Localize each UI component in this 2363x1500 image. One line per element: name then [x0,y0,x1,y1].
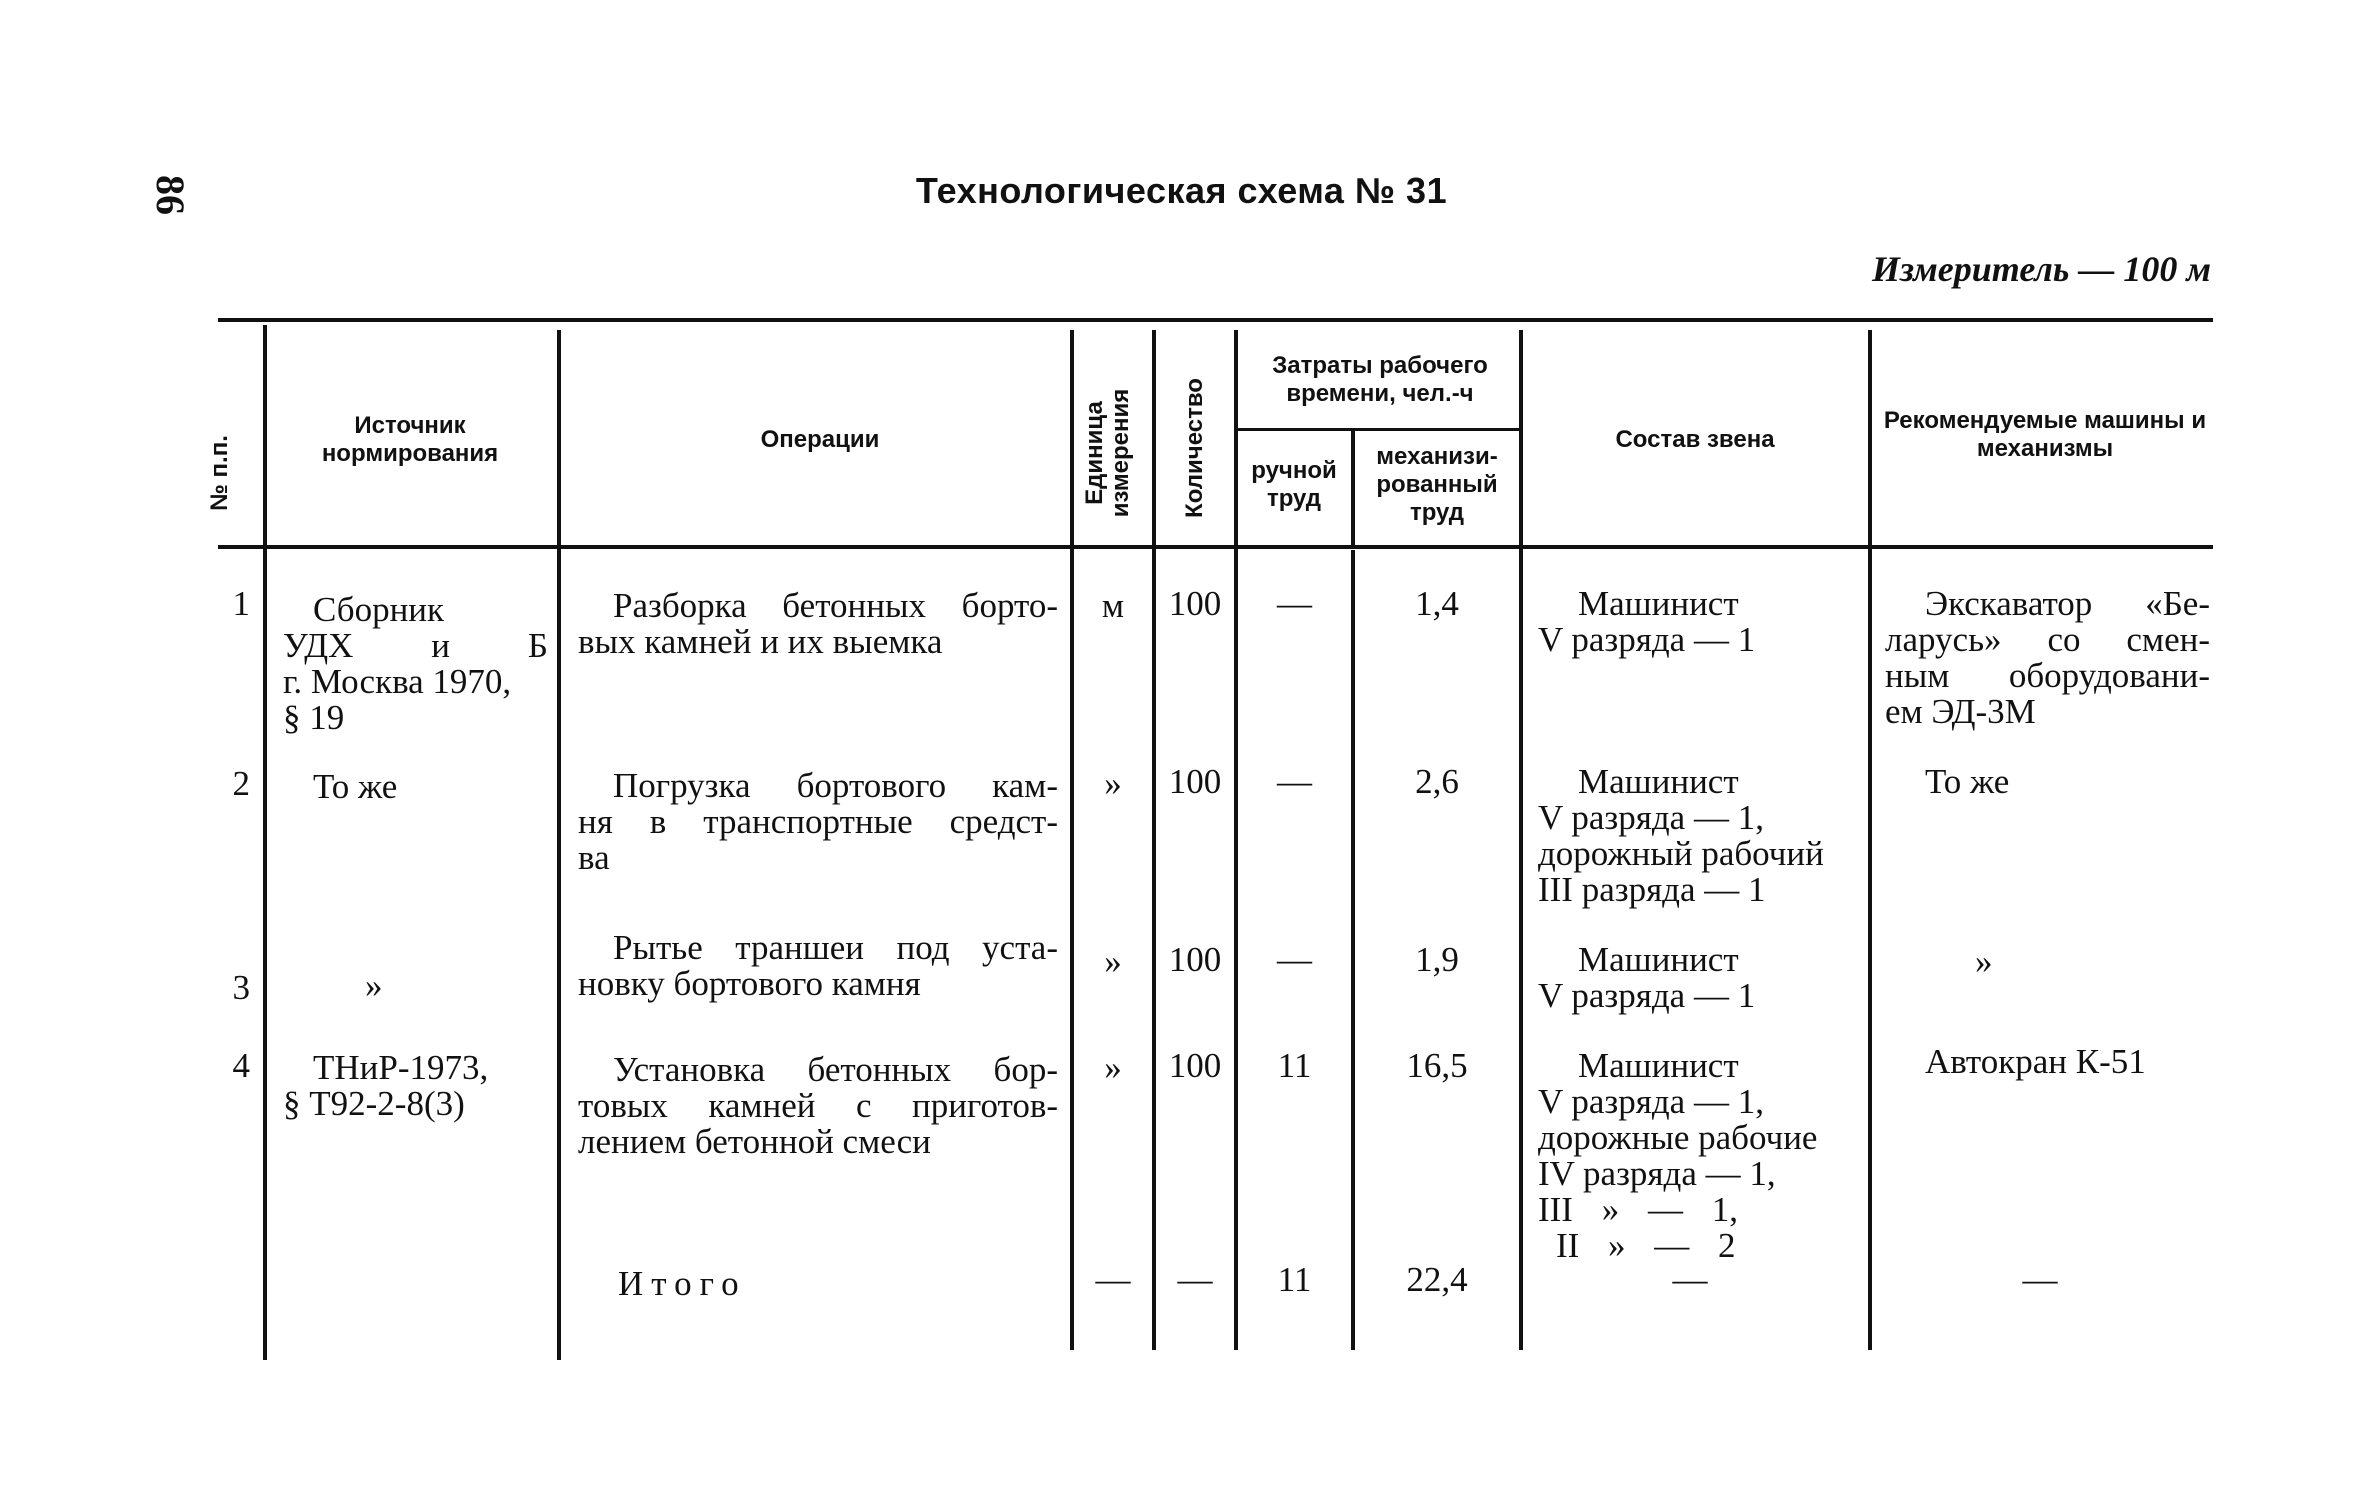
row3-unit: » [1104,942,1122,981]
row3-source-line: » [365,966,383,1005]
row2-crew [1538,764,1868,908]
row3-operation-line: новку бортового камня [578,964,921,1003]
page-number: 86 [148,175,193,215]
header-bottom-rule [218,545,2213,549]
header-operations: Операции [760,426,880,453]
row4-crew-line: дорожные рабочие [1538,1118,1818,1157]
row1-machines-line: Экскаватор «Бе- [1925,584,2210,623]
row1-source-line: § 19 [283,698,345,737]
total-mech: 22,4 [1406,1260,1468,1299]
row1-source-line: УДХ и Б [283,626,548,665]
row2-crew-line: Машинист [1578,762,1739,801]
row1-source-line: г. Москва 1970, [283,662,512,701]
header-num: № п.п. [206,435,233,511]
row2-mech: 2,6 [1415,762,1459,801]
header-time-group: Затраты рабочего времени, чел.-ч [1272,352,1488,407]
col-divider [1070,330,1074,1350]
row4-crew-line: II » — 2 [1556,1226,1736,1265]
col-divider [1868,330,1872,1350]
row1-crew-line: Машинист [1578,584,1739,623]
row3-qty: 100 [1168,940,1222,979]
row2-unit: » [1104,764,1122,803]
header-source: Источник нормирования [321,412,499,467]
row4-crew-line: IV разряда — 1, [1538,1154,1776,1193]
row3-operation [578,930,1058,1002]
row1-operation [578,588,1058,660]
row4-crew-line: V разряда — 1, [1538,1082,1764,1121]
row2-manual: — [1277,762,1312,801]
row1-operation-line: вых камней и их выемка [578,622,943,661]
total-crew: — [1672,1260,1708,1299]
row3-crew-line: V разряда — 1 [1538,976,1756,1015]
row4-operation-line: Установка бетонных бор- [613,1050,1058,1089]
row1-machines-line: ным оборудовани- [1885,656,2210,695]
row1-crew-line: V разряда — 1 [1538,620,1756,659]
row4-source-line: § Т92-2-8(3) [283,1084,465,1123]
row1-num: 1 [232,584,250,623]
row2-machines-line: То же [1925,762,2010,801]
row3-num: 3 [232,968,250,1007]
row1-machines-line: ларусь» со смен- [1885,620,2210,659]
time-subheader-rule [1237,428,1521,431]
header-unit: Единица измерения [1081,388,1134,518]
row1-source [283,592,548,736]
row3-mech: 1,9 [1415,940,1459,979]
header-mech: механизи-рованный труд [1376,443,1498,526]
row1-mech: 1,4 [1415,584,1459,623]
row2-operation-line: ня в транспортные средст- [578,802,1058,841]
row1-machines [1885,586,2210,730]
row4-qty: 100 [1168,1046,1222,1085]
row4-crew-line: III » — 1, [1538,1190,1738,1229]
row1-unit: м [1101,586,1125,625]
row4-source [283,1050,553,1122]
row4-num: 4 [232,1046,250,1085]
col-divider [1234,330,1238,1350]
total-machines: — [2022,1260,2058,1299]
col-divider [1351,430,1355,548]
row1-manual: — [1277,584,1312,623]
row4-manual: 11 [1277,1046,1312,1085]
total-qty: — [1177,1260,1213,1299]
header-qty: Количество [1181,378,1208,518]
row4-operation-line: товых камней с приготов- [578,1086,1058,1125]
row4-unit: » [1104,1048,1122,1087]
row3-manual: — [1277,940,1312,979]
col-divider [263,325,267,1360]
col-divider [1519,330,1523,1350]
row2-crew-line: дорожный рабочий [1538,834,1824,873]
row4-machines-line: Автокран К-51 [1925,1042,2146,1081]
row2-num: 2 [232,764,250,803]
total-label: Итого [618,1264,747,1303]
row3-crew-line: Машинист [1578,940,1739,979]
row4-mech: 16,5 [1406,1046,1468,1085]
page-title: Технологическая схема № 31 [915,170,1448,211]
row2-machines [1925,764,2205,800]
row4-crew-line: Машинист [1578,1046,1739,1085]
measure-label: Измеритель — 100 м [1871,249,2211,289]
row2-qty: 100 [1168,762,1222,801]
row2-source [313,769,553,805]
col-divider [557,330,561,1360]
table-top-rule [218,318,2213,322]
row3-operation-line: Рытье траншеи под уста- [613,928,1058,967]
row4-operation [578,1052,1058,1160]
row3-machines-line: » [1975,942,1993,981]
row2-crew-line: V разряда — 1, [1538,798,1764,837]
header-machines: Рекомендуемые машины и механизмы [1883,407,2207,462]
row4-operation-line: лением бетонной смеси [578,1122,931,1161]
row2-source-line: То же [313,767,398,806]
row2-operation-line: Погрузка бортового кам- [613,766,1058,805]
row1-qty: 100 [1168,584,1222,623]
row1-crew [1538,586,1863,658]
row3-crew [1538,942,1863,1014]
row3-source [365,968,425,1004]
row2-operation-line: ва [578,838,610,877]
total-manual: 11 [1277,1260,1312,1299]
row1-operation-line: Разборка бетонных борто- [613,586,1058,625]
row2-operation [578,768,1058,876]
row1-machines-line: ем ЭД-3М [1885,692,2036,731]
header-manual: ручной труд [1251,457,1337,512]
col-divider [1152,330,1156,1350]
row4-crew [1538,1048,1868,1264]
row3-machines [1975,944,2035,980]
row2-crew-line: III разряда — 1 [1538,870,1766,909]
row1-source-line: Сборник [313,590,445,629]
total-unit: — [1095,1260,1131,1299]
header-crew: Состав звена [1615,426,1775,453]
row4-source-line: ТНиР-1973, [313,1048,489,1087]
row4-machines [1925,1044,2210,1080]
